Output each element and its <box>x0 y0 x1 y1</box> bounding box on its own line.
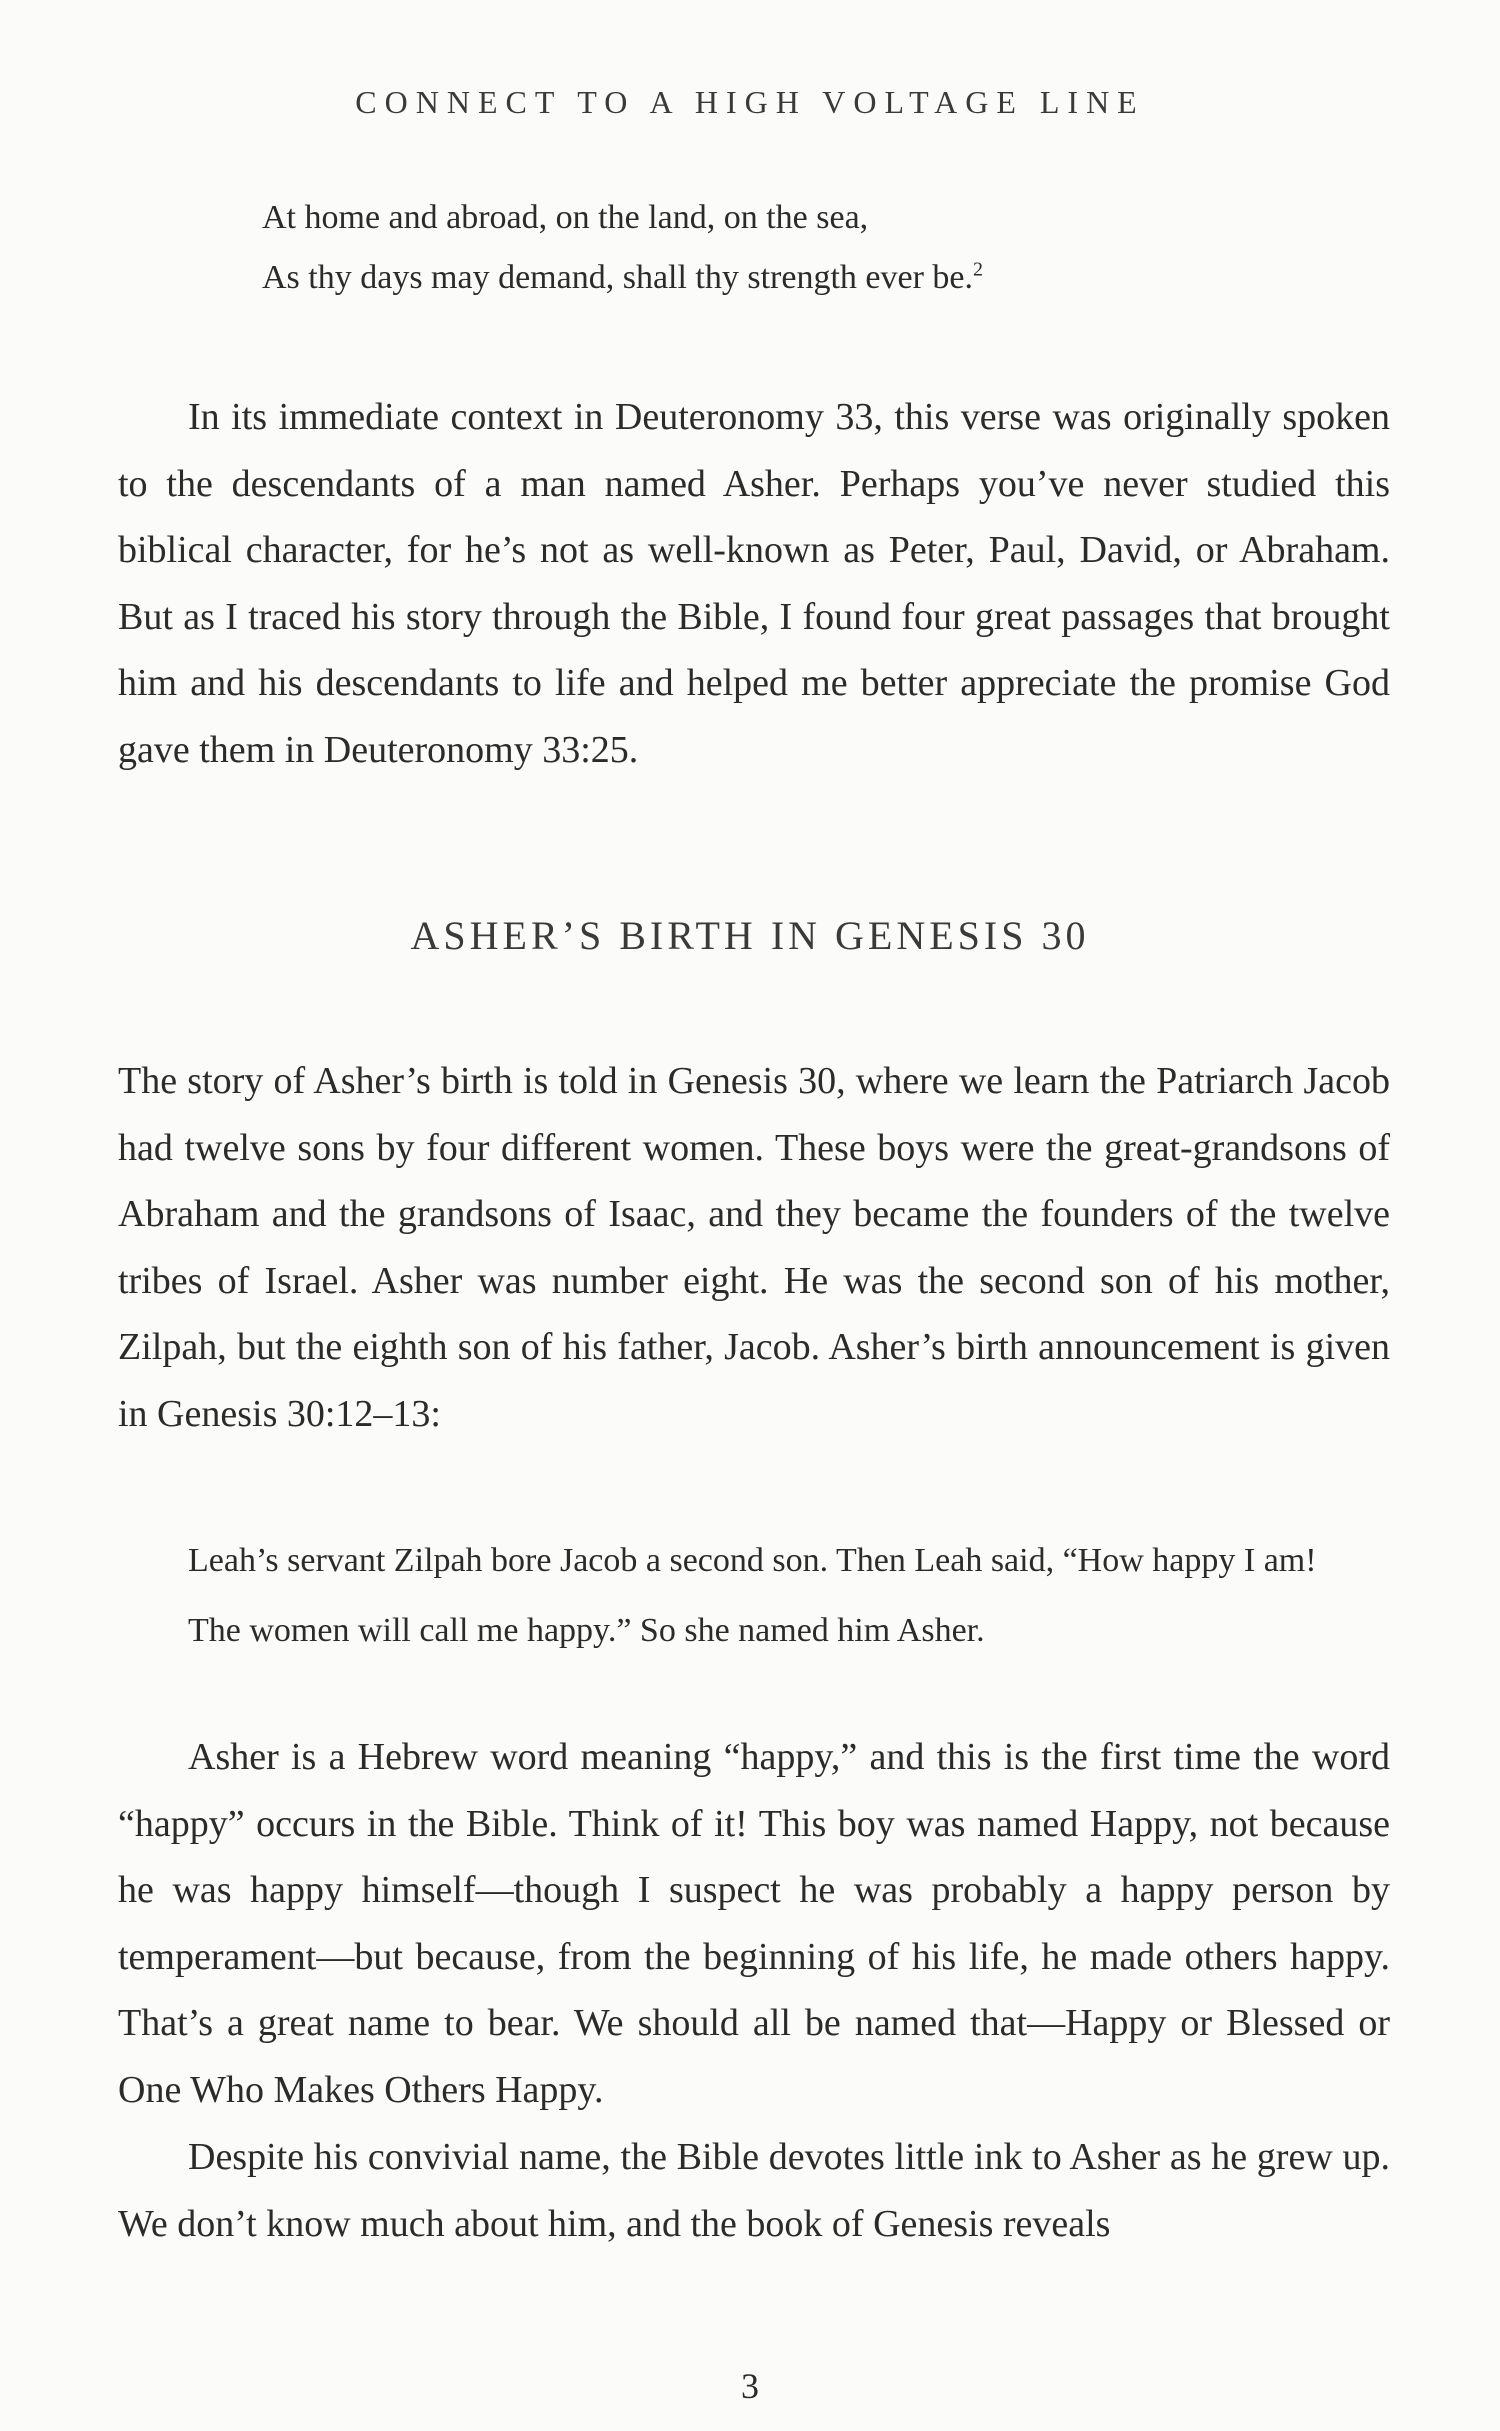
poem-verse <box>262 188 1412 308</box>
paragraph-asher-birth: The story of Asher’s birth is told in Genesis 30, where we learn the Patriarch Jacob had twelve sons by four different women. These boys were the great-grandsons of Abraham and the grandsons of Isaac, and they became the founders of the twelve tribes of Israel. Asher was number eight. He was the second son of his mother, Zilpah, but the eighth son of his father, Jacob. Asher’s birth announcement is given in Genesis 30:12–13: <box>118 1060 1390 1435</box>
verse-line-2-text: As thy days may demand, shall thy strength ever be. <box>262 259 974 296</box>
verse-line-1: At home and abroad, on the land, on the sea, <box>262 199 869 236</box>
running-head: CONNECT TO A HIGH VOLTAGE LINE <box>355 84 1145 120</box>
paragraph-deuteronomy-context: In its immediate context in Deuteronomy 33, this verse was originally spoken to the descendants of a man named Asher. Perhaps you’ve never studied this biblical character, for he’s not as well-known as Peter, Paul, David, or Abraham. But as I traced his story through the Bible, I found four great passages that brought him and his descendants to life and helped me better appreciate the promise God gave them in Deuteronomy 33:25. <box>118 396 1390 771</box>
paragraph-convivial-name: Despite his convivial name, the Bible devotes little ink to Asher as he grew up. We don’t know much about him, and the book of Genesis reveals <box>118 2136 1390 2245</box>
paragraph-meaning-happy: Asher is a Hebrew word meaning “happy,” and this is the first time the word “happy” occurs in the Bible. Think of it! This boy was named Happy, not because he was happy himself—though I suspect he was probably a happy person by temperament—but because, from the beginning of his life, he made others happy. That’s a great name to bear. We should all be named that—Happy or Blessed or One Who Makes Others Happy. <box>118 1736 1390 2111</box>
scripture-quote: Leah’s servant Zilpah bore Jacob a second son. Then Leah said, “How happy I am! The women will call me happy.” So she named him Asher. <box>188 1542 1317 1649</box>
section-heading: ASHER’S BIRTH IN GENESIS 30 <box>410 913 1090 958</box>
footnote-marker: 2 <box>973 258 984 281</box>
verse-line-2 <box>262 248 1412 308</box>
page-number: 3 <box>741 2366 759 2406</box>
